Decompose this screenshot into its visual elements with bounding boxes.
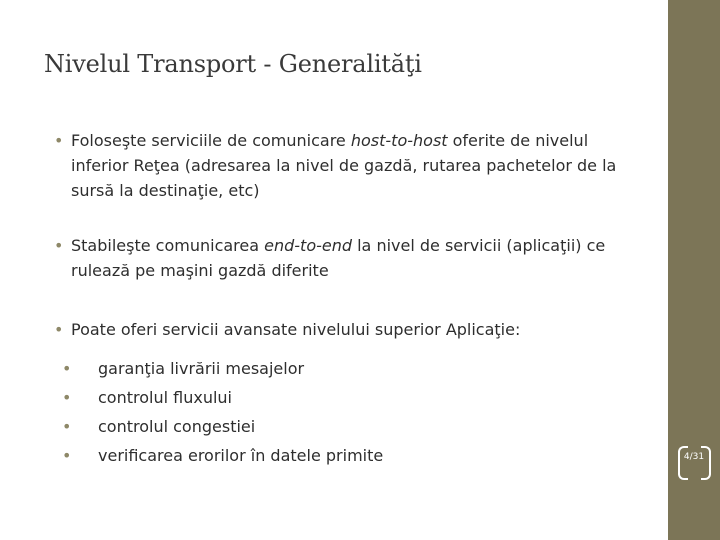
sub-bullet-list — [54, 354, 644, 470]
bullet-text: Poate oferi servicii avansate nivelului superior Aplicaţie: — [71, 320, 521, 339]
bullet-emphasis: end-to-end — [264, 236, 353, 255]
sub-bullet-item: • garanţia livrării mesajelor — [62, 354, 644, 383]
slide-title: Nivelul Transport - Generalităţi — [44, 50, 422, 78]
sub-bullet-item: • controlul congestiei — [62, 412, 644, 441]
sub-bullet-item: • verificarea erorilor în datele primite — [62, 441, 644, 470]
page-number-badge — [668, 440, 720, 482]
bullet-text: oferite de nivelul inferior Reţea (adresarea la nivel de gazdă, rutarea pachetelor de la sursă la destinaţie, etc) — [71, 131, 617, 200]
bullet-text: Stabileşte comunicarea — [71, 236, 265, 255]
bullet-item — [54, 233, 644, 283]
bullet-item — [54, 317, 644, 342]
bullet-item — [54, 128, 644, 203]
slide-content — [54, 128, 644, 470]
bullet-text: la nivel de servicii (aplicaţii) ce rulează pe maşini gazdă diferite — [71, 236, 606, 280]
right-bracket-icon — [701, 446, 711, 480]
bullet-text: Foloseşte serviciile de comunicare — [71, 131, 351, 150]
sub-bullet-item: • controlul fluxului — [62, 383, 644, 412]
bullet-emphasis: host-to-host — [350, 131, 448, 150]
page-number: 4/31 — [683, 452, 705, 462]
